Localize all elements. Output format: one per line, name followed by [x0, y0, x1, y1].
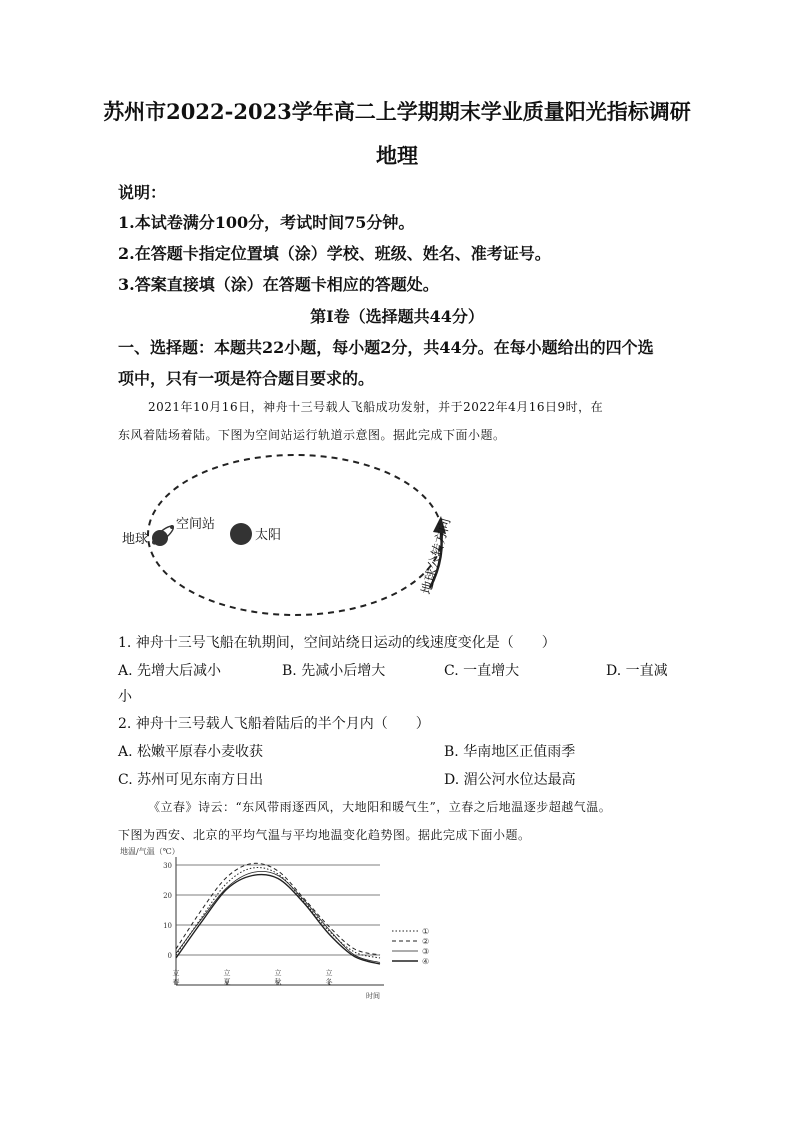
y-axis-label: 地温/气温（℃）	[120, 847, 180, 856]
sun-icon	[230, 523, 252, 545]
y-tick-label: 10	[163, 922, 172, 930]
note-item: 1.本试卷满分100分，考试时间75分钟。	[118, 213, 415, 232]
q2-option-a: A. 松嫩平原春小麦收获	[118, 744, 264, 760]
notes-label: 说明：	[118, 183, 167, 202]
q1-option-b: B. 先减小后增大	[282, 663, 386, 679]
earth-label: 地球	[122, 532, 149, 547]
x-tick-label-top: 立	[325, 969, 333, 977]
page-title: 苏州市2022-2023学年高二上学期期末学业质量阳光指标调研	[103, 99, 691, 124]
section-instructions-cont: 项中，只有一项是符合题目要求的。	[118, 369, 375, 388]
q1-option-a: A. 先增大后减小	[118, 663, 222, 679]
y-tick-label: 0	[167, 952, 172, 960]
space-station-icon	[170, 525, 174, 529]
x-tick-label-top: 立	[223, 969, 231, 977]
note-item: 3.答案直接填（涂）在答题卡相应的答题处。	[118, 275, 439, 294]
subject-title: 地理	[376, 143, 418, 168]
x-axis-label: 时间	[366, 992, 380, 1000]
passage-text: 《立春》诗云：“东风带雨逐西风，大地阳和暖气生”，立春之后地温逐步超越气温。	[148, 800, 612, 814]
x-tick-label-top: 立	[172, 969, 180, 977]
sun-label: 太阳	[255, 528, 282, 543]
passage-text: 2021年10月16日，神舟十三号载人飞船成功发射，并于2022年4月16日9时，在	[148, 400, 604, 414]
q2-option-c: C. 苏州可见东南方日出	[118, 772, 264, 788]
passage-text: 下图为西安、北京的平均气温与平均地温变化趋势图。据此完成下面小题。	[118, 828, 531, 842]
section-instructions: 一、选择题：本题共22小题，每小题2分，共44分。在每小题给出的四个选	[118, 338, 654, 357]
question-2-stem: 2. 神舟十三号载人飞船着陆后的半个月内（ ）	[118, 716, 430, 732]
y-tick-label: 20	[163, 892, 172, 900]
legend-label: ④	[422, 957, 430, 966]
x-tick-label-bottom: 春	[172, 978, 180, 986]
y-tick-label: 30	[163, 862, 172, 870]
x-tick-label-top: 立	[274, 969, 282, 977]
q1-option-c: C. 一直增大	[444, 663, 520, 679]
q1-option-d: D. 一直减	[606, 663, 668, 679]
series-line-2	[176, 863, 380, 955]
legend-label: ③	[422, 947, 430, 956]
q2-option-b: B. 华南地区正值雨季	[444, 744, 576, 760]
x-tick-label-bottom: 秋	[274, 978, 282, 986]
question-1-stem: 1. 神舟十三号飞船在轨期间，空间站绕日运动的线速度变化是（ ）	[118, 635, 556, 651]
legend-label: ①	[422, 927, 430, 936]
part-heading: 第Ⅰ卷（选择题共44分）	[310, 307, 484, 326]
x-tick-label-bottom: 冬	[325, 978, 333, 986]
q1-option-d-wrap: 小	[118, 689, 132, 705]
orbit-path	[148, 455, 442, 615]
q2-option-d: D. 湄公河水位达最高	[444, 772, 576, 788]
temperature-chart	[112, 844, 442, 1004]
legend-label: ②	[422, 937, 430, 946]
station-label: 空间站	[176, 517, 216, 532]
orbit-diagram	[110, 448, 470, 623]
note-item: 2.在答题卡指定位置填（涂）学校、班级、姓名、准考证号。	[118, 244, 551, 263]
x-tick-label-bottom: 夏	[223, 978, 231, 986]
direction-label: 地球公转方向	[419, 516, 455, 597]
passage-text: 东风着陆场着陆。下图为空间站运行轨道示意图。据此完成下面小题。	[118, 428, 506, 442]
